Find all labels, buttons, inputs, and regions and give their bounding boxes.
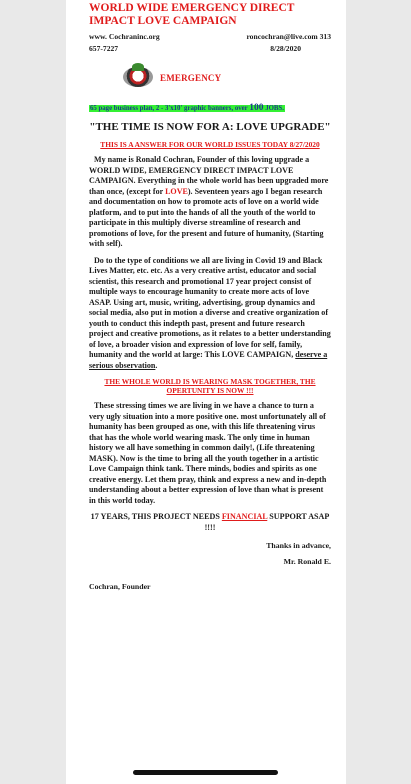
website-link[interactable]: www. Cochraninc.org <box>89 32 160 41</box>
logo-row <box>89 61 331 95</box>
headline: "THE TIME IS NOW FOR A: LOVE UPGRADE" <box>89 121 331 133</box>
subheading: THIS IS A ANSWER FOR OUR WORLD ISSUES TODAY 8/27/2020 <box>100 140 320 149</box>
phone-number: 657-7227 <box>89 44 119 53</box>
contact-row-1 <box>89 31 331 43</box>
document-title: WORLD WIDE EMERGENCY DIRECT IMPACT LOVE CAMPAIGN <box>89 2 295 27</box>
highlight-block <box>89 97 304 115</box>
signer-name: Mr. Ronald E. <box>283 557 331 566</box>
paragraph-opportunity: These stressing times we are living in we have a chance to turn a very ugly situation into a more positive one. most unfortunately all of humanity has been grouped as one, with this life threatening virus that has the whole world wearing mask. The only time in human history we all have something in common daily!, (Life threatening MASK). Now is the time to bring all the youth together in a artistic Love Campaign think tank. There minds, bodies and spirits as one creative energy. Let them pray, think and express a new and in-depth understanding about a better expression of love than what is present in this world today. <box>89 401 327 505</box>
underlined-phrase: deserve a serious observation <box>89 350 328 370</box>
contact-row-2 <box>89 43 331 55</box>
document-content <box>89 2 331 592</box>
subheading-mask: THE WHOLE WORLD IS WEARING MASK TOGETHER, THE OPERTUNITY IS NOW !!! <box>104 377 316 395</box>
funding-appeal: 17 YEARS, THIS PROJECT NEEDS FINANCIAL SUPPORT ASAP !!!! <box>90 512 330 532</box>
signoff-line: Cochran, Founder <box>89 582 151 591</box>
thanks-line: Thanks in advance, <box>266 541 331 550</box>
paragraph-project: Do to the type of conditions we all are living in Covid 19 and Black Lives Matter, etc. etc. As a very creative artist, educator and social scientist, this research and promotional 17 year project consist of multiple ways to encourage humanity to create more acts of love ASAP. Using art, music, writing, advertising, group dynamics and social media, also put in motion a diverse and creative organization of youth to conduct this indepth past, present and future research project and creative promotions, as it relates to a better understanding of love, a broader vision and expression of love for self, family, humanity and the world at large: This LOVE CAMPAIGN, deserve a serious observation. <box>89 255 331 370</box>
document-page <box>66 0 346 784</box>
document-date: 8/28/2020 <box>270 44 301 53</box>
contact-block <box>89 31 331 55</box>
love-word: LOVE <box>165 186 188 196</box>
paragraph-intro: My name is Ronald Cochran, Founder of this loving upgrade a WORLD WIDE, EMERGENCY DIRECT IMPACT LOVE CAMPAIGN. Everything in the whole world has been upgraded more than once, (except for LOVE). Seventeen years ago I began research and documentation on how to promote acts of love on a world wide platform, and to put into the hands of all the youth of the world to participate in this multiply diverse streamline of research and promotions of love, for the present and future of humanity, (Starting with self). <box>89 155 329 248</box>
email-phone[interactable]: roncochran@live.com 313 <box>246 32 331 41</box>
highlight-text: 65 page business plan, 2 - 3'x10' graphic banners, over 100 JOBS. <box>90 103 284 113</box>
emergency-label: EMERGENCY <box>160 73 222 83</box>
home-indicator[interactable] <box>133 770 278 775</box>
financial-word: FINANCIAL <box>221 512 268 521</box>
love-campaign-logo-icon <box>120 65 156 91</box>
